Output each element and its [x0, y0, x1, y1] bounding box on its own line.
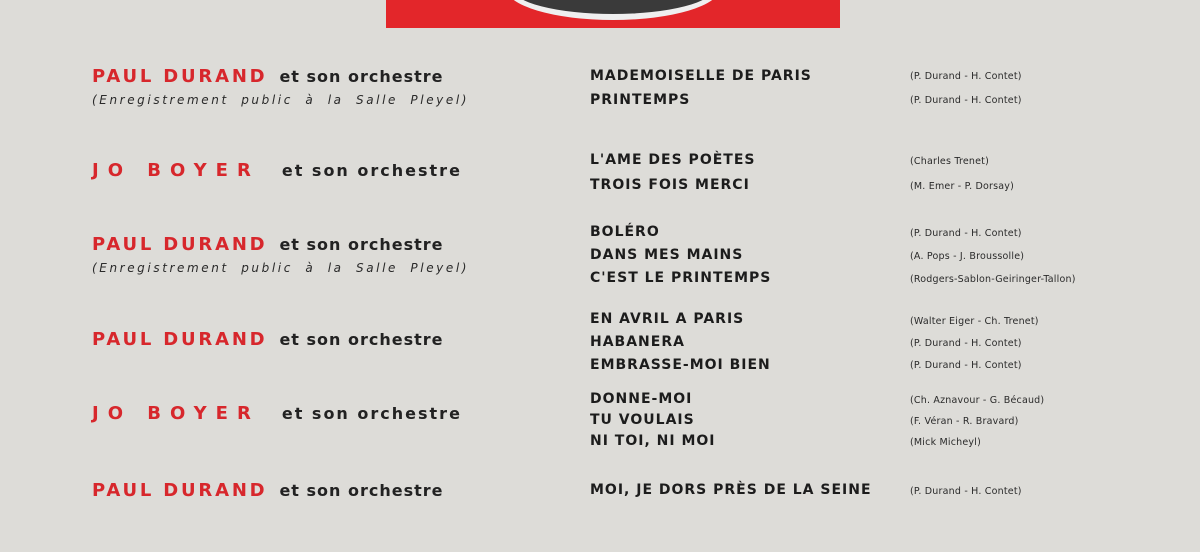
- track-credit: (Ch. Aznavour - G. Bécaud): [910, 395, 1045, 406]
- track-credit: (P. Durand - H. Contet): [910, 95, 1022, 106]
- track-credit: (Rodgers-Sablon-Geiringer-Tallon): [910, 274, 1076, 285]
- track-credit: (F. Véran - R. Bravard): [910, 416, 1019, 427]
- artist-line: [92, 403, 462, 424]
- track-title: TROIS FOIS MERCI: [590, 177, 750, 193]
- artist-line: [92, 329, 444, 350]
- track-title: BOLÉRO: [590, 224, 660, 240]
- track-credit: (P. Durand - H. Contet): [910, 228, 1022, 239]
- track-title: EN AVRIL A PARIS: [590, 311, 745, 327]
- artist-line: [92, 66, 444, 87]
- orchestra-label: et son orchestre: [281, 161, 462, 180]
- record-label-disc: [506, 0, 720, 20]
- artist-name: PAUL DURAND: [92, 234, 268, 255]
- track-title: PRINTEMPS: [590, 92, 691, 108]
- artist-name: PAUL DURAND: [92, 66, 268, 87]
- track-credit: (Walter Eiger - Ch. Trenet): [910, 316, 1039, 327]
- artist-line: [92, 234, 444, 255]
- track-title: TU VOULAIS: [590, 412, 695, 428]
- track-title: DONNE-MOI: [590, 391, 693, 407]
- artist-line: [92, 160, 462, 181]
- track-credit: (A. Pops - J. Broussolle): [910, 251, 1025, 262]
- venue-note: (Enregistrement public à la Salle Pleyel): [92, 261, 470, 275]
- artist-name: PAUL DURAND: [92, 329, 268, 350]
- track-title: C'EST LE PRINTEMPS: [590, 270, 772, 286]
- track-title: MADEMOISELLE DE PARIS: [590, 68, 812, 84]
- track-credit: (P. Durand - H. Contet): [910, 360, 1022, 371]
- track-title: MOI, JE DORS PRÈS DE LA SEINE: [590, 482, 872, 498]
- artist-name: JO BOYER: [92, 403, 260, 424]
- track-title: L'AME DES POÈTES: [590, 152, 756, 168]
- orchestra-label: et son orchestre: [279, 330, 444, 349]
- track-title: EMBRASSE-MOI BIEN: [590, 357, 771, 373]
- orchestra-label: et son orchestre: [279, 67, 444, 86]
- track-title: NI TOI, NI MOI: [590, 433, 716, 449]
- track-credit: (M. Emer - P. Dorsay): [910, 181, 1015, 192]
- track-title: HABANERA: [590, 334, 685, 350]
- artist-name: JO BOYER: [92, 160, 260, 181]
- orchestra-label: et son orchestre: [279, 481, 444, 500]
- track-title: DANS MES MAINS: [590, 247, 744, 263]
- top-red-banner: [386, 0, 840, 28]
- track-credit: (P. Durand - H. Contet): [910, 486, 1022, 497]
- track-credit: (P. Durand - H. Contet): [910, 71, 1022, 82]
- venue-note: (Enregistrement public à la Salle Pleyel): [92, 93, 470, 107]
- orchestra-label: et son orchestre: [279, 235, 444, 254]
- orchestra-label: et son orchestre: [281, 404, 462, 423]
- track-credit: (P. Durand - H. Contet): [910, 338, 1022, 349]
- track-credit: (Charles Trenet): [910, 156, 989, 167]
- artist-name: PAUL DURAND: [92, 480, 268, 501]
- track-credit: (Mick Micheyl): [910, 437, 981, 448]
- artist-line: [92, 480, 444, 501]
